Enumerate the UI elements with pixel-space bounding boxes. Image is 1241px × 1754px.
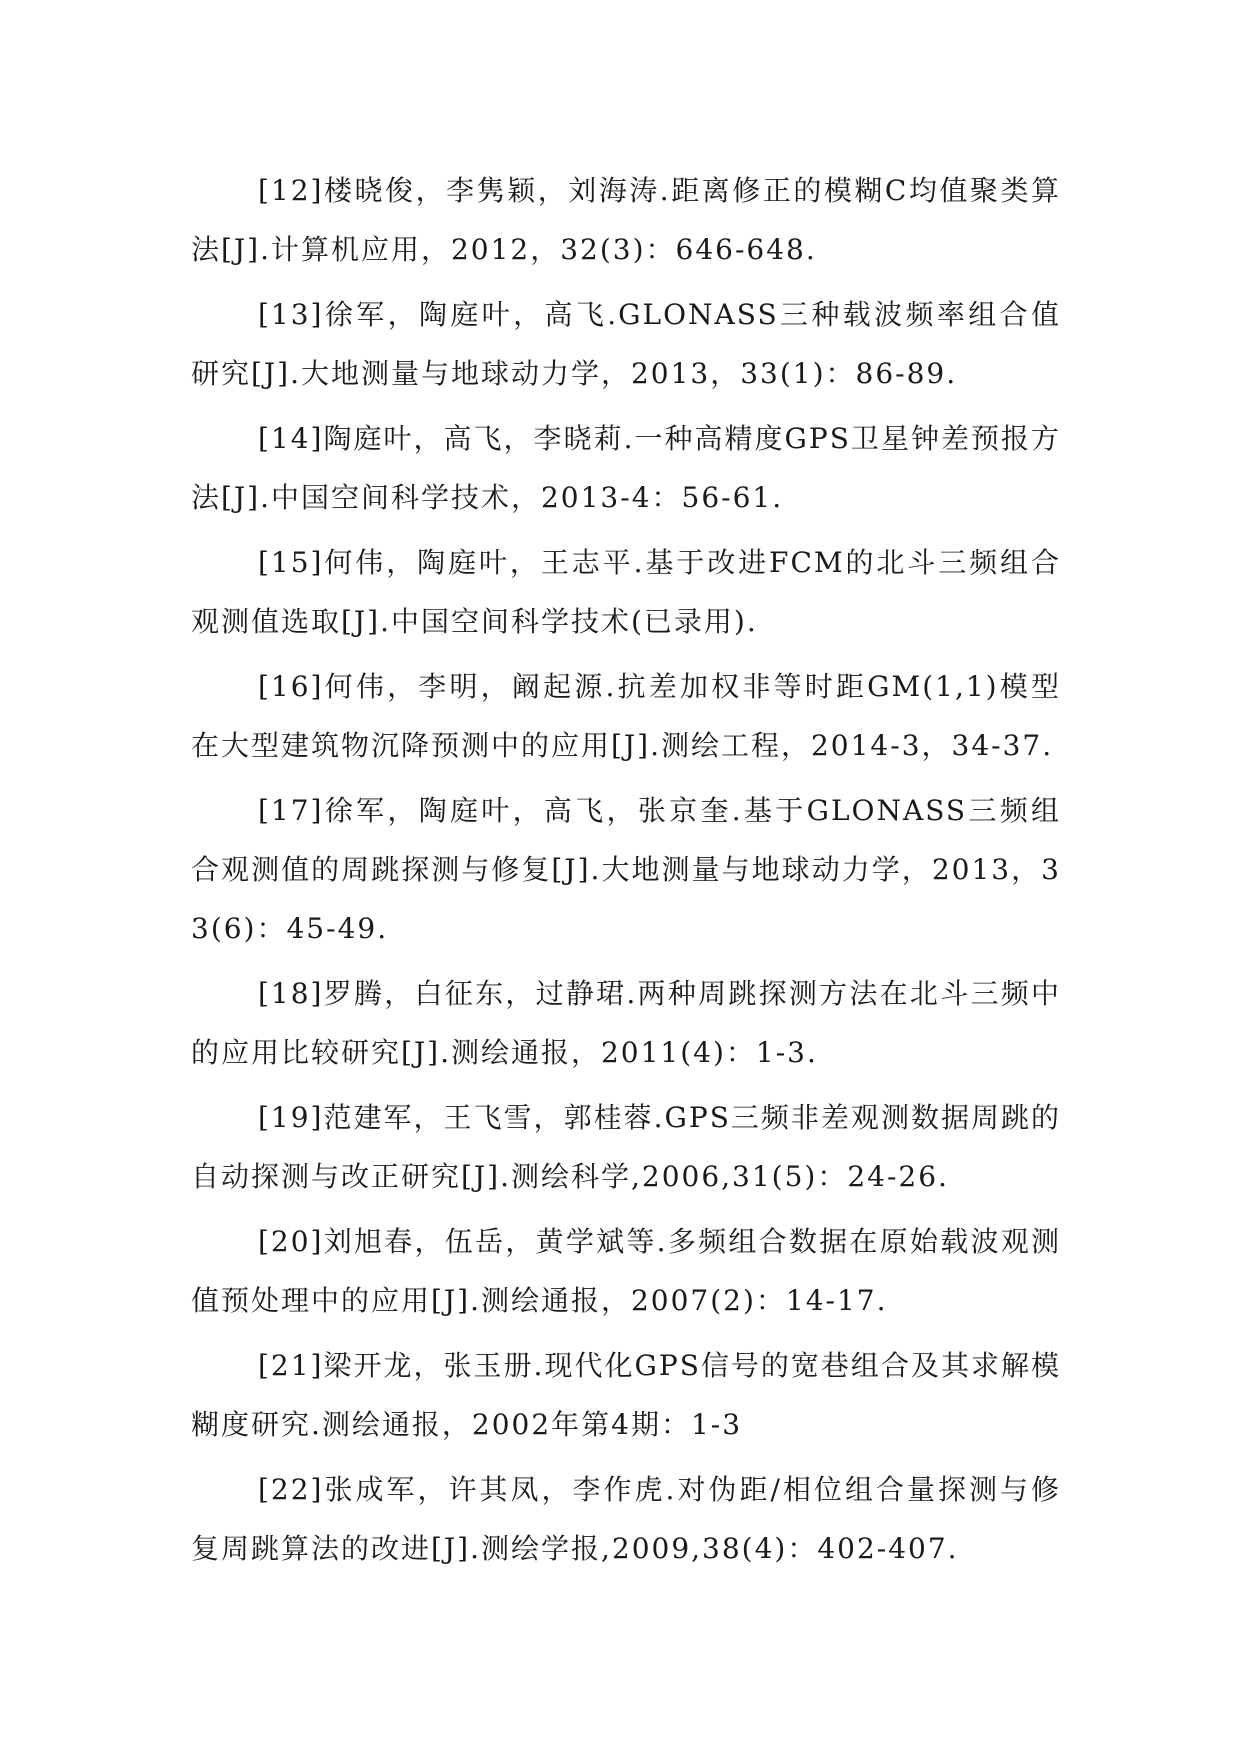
reference-21: [21]梁开龙，张玉册.现代化GPS信号的宽巷组合及其求解模糊度研究.测绘通报，2002年第4期：1-3 [191, 1349, 1061, 1441]
reference-16: [16]何伟，李明，阚起源.抗差加权非等时距GM(1,1)模型在大型建筑物沉降预测中的应用[J].测绘工程，2014-3，34-37. [191, 670, 1061, 762]
reference-12: [12]楼晓俊，李隽颖，刘海涛.距离修正的模糊C均值聚类算法[J].计算机应用，2012，32(3)：646-648. [191, 174, 1061, 266]
reference-17: [17]徐军，陶庭叶，高飞，张京奎.基于GLONASS三频组合观测值的周跳探测与修复[J].大地测量与地球动力学，2013，33(6)：45-49. [191, 794, 1061, 945]
reference-20: [20]刘旭春，伍岳，黄学斌等.多频组合数据在原始载波观测值预处理中的应用[J].测绘通报，2007(2)：14-17. [191, 1225, 1061, 1317]
reference-18: [18]罗腾，白征东，过静珺.两种周跳探测方法在北斗三频中的应用比较研究[J].测绘通报，2011(4)：1-3. [191, 977, 1061, 1069]
reference-13: [13]徐军，陶庭叶，高飞.GLONASS三种载波频率组合值研究[J].大地测量与地球动力学，2013，33(1)：86-89. [191, 298, 1061, 390]
reference-22: [22]张成军，许其凤，李作虎.对伪距/相位组合量探测与修复周跳算法的改进[J].测绘学报,2009,38(4)：402-407. [191, 1473, 1061, 1565]
reference-14: [14]陶庭叶，高飞，李晓莉.一种高精度GPS卫星钟差预报方法[J].中国空间科学技术，2013-4：56-61. [191, 422, 1061, 514]
reference-15: [15]何伟，陶庭叶，王志平.基于改进FCM的北斗三频组合观测值选取[J].中国空间科学技术(已录用). [191, 546, 1061, 638]
reference-19: [19]范建军，王飞雪，郭桂蓉.GPS三频非差观测数据周跳的自动探测与改正研究[J].测绘科学,2006,31(5)：24-26. [191, 1101, 1061, 1193]
reference-list [191, 161, 1061, 1584]
